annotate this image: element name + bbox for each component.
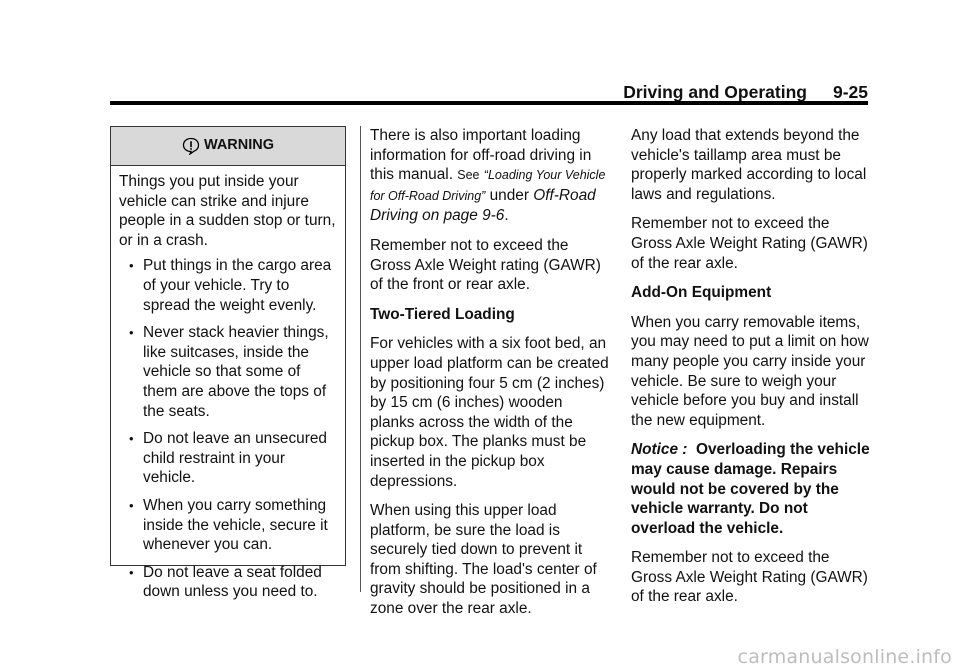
list-item: • Never stack heavier things, like suitcases, inside the vehicle so that some of them are above the tops of the seats. <box>119 323 337 421</box>
page-number: 9-25 <box>832 81 868 102</box>
cross-reference: “Loading Your Vehicle for Off-Road Driving” <box>370 168 606 203</box>
under-text: under <box>489 186 529 204</box>
list-item: • Do not leave an unsecured child restraint in your vehicle. <box>119 429 337 488</box>
column-divider <box>360 126 361 592</box>
warning-header <box>111 127 345 166</box>
section-title: Driving and Operating <box>623 81 807 102</box>
warning-box <box>110 126 346 601</box>
upper-platform-paragraph: When using this upper load platform, be sure the load is securely tied down to prevent it from shifting. The load's center of gravity should be positioned in a zone over the rear axle. <box>370 502 597 618</box>
warning-title: WARNING <box>203 137 275 154</box>
warning-intro: Things you put inside your vehicle can strike and injure people in a sudden stop or turn, or in a crash. <box>119 173 336 249</box>
middle-column <box>370 126 610 629</box>
warning-list <box>119 256 337 602</box>
warning-body <box>111 166 345 602</box>
header-rule <box>110 101 868 105</box>
add-on-paragraph: When you carry removable items, you may need to put a limit on how many people you carry inside your vehicle. Be sure to weigh your vehicle before you buy and install the new equipment. <box>631 313 869 429</box>
two-tiered-heading: Two-Tiered Loading <box>370 305 515 323</box>
add-on-heading: Add-On Equipment <box>631 284 772 302</box>
watermark: carmanualsonline.info <box>737 646 952 668</box>
see-text: See <box>457 168 480 183</box>
extends-load-paragraph: Any load that extends beyond the vehicle's taillamp area must be properly marked according to local laws and regulations. <box>631 127 867 203</box>
exclamation-speech-icon <box>182 137 200 155</box>
notice-paragraph <box>631 440 871 538</box>
list-item: • Put things in the cargo area of your vehicle. Try to spread the weight evenly. <box>119 256 337 315</box>
two-tiered-paragraph: For vehicles with a six foot bed, an upper load platform can be created by positioning four 5 cm (2 inches) by 15 cm (6 inches) wooden planks across the width of the pickup box. The planks must be inserted in the pickup box depressions. <box>370 335 609 490</box>
gawr-paragraph: Remember not to exceed the Gross Axle Weight rating (GAWR) of the front or rear axle. <box>370 236 601 294</box>
rear-gawr-paragraph: Remember not to exceed the Gross Axle Weight Rating (GAWR) of the rear axle. <box>631 215 868 272</box>
notice-text: Overloading the vehicle may cause damage. Repairs would not be covered by the vehicle warranty. Do not overload the vehicle. <box>631 441 870 537</box>
list-item: • Do not leave a seat folded down unless you need to. <box>119 563 337 602</box>
list-item: • When you carry something inside the vehicle, secure it whenever you can. <box>119 496 337 555</box>
period: . <box>504 207 509 225</box>
page-reference: Off-Road Driving on page 9-6 <box>370 186 596 225</box>
final-gawr-paragraph: Remember not to exceed the Gross Axle Weight Rating (GAWR) of the rear axle. <box>631 549 868 606</box>
off-road-loading-paragraph <box>370 126 610 226</box>
right-column <box>631 126 871 617</box>
notice-label: Notice : <box>631 441 688 459</box>
paragraph-text: There is also important loading information for off-road driving in this manual. <box>370 127 592 184</box>
